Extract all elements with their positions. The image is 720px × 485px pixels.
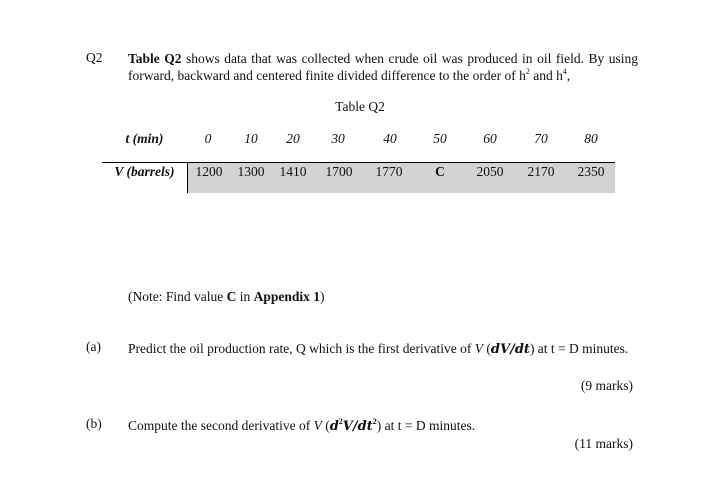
v-cell: 1700 (325, 164, 353, 179)
note-appendix: Appendix 1 (253, 289, 321, 304)
t-cell: 10 (244, 131, 258, 146)
table-header-row (0, 127, 720, 151)
note-mid: in (236, 289, 254, 304)
t-cell: 80 (584, 131, 598, 146)
v-cell: 1410 (279, 164, 307, 179)
table-caption: Table Q2 (335, 99, 385, 114)
part-b-math-mid: V/dt (342, 419, 373, 434)
t-cell: 60 (483, 131, 497, 146)
part-b-v: V (313, 418, 322, 433)
v-cell: 2050 (476, 164, 504, 179)
part-a-open: ( (483, 341, 491, 356)
table-data-row (0, 160, 720, 184)
part-b-exp2: 2 (372, 416, 377, 426)
part-b-exp1: 2 (338, 416, 343, 426)
part-b-open: ( (321, 418, 330, 433)
part-a-v: V (474, 341, 484, 356)
v-cell: 2350 (577, 164, 605, 179)
question-intro (128, 50, 638, 84)
v-cell: 1300 (237, 164, 265, 179)
question-number: Q2 (86, 50, 103, 65)
v-cell: 1770 (375, 164, 403, 179)
and-text: and h (529, 68, 563, 83)
part-b-letter: (b) (86, 416, 102, 431)
t-cell: 50 (433, 131, 447, 146)
exponent-2: 4 (562, 66, 567, 76)
note-pre: (Note: Find value (128, 289, 227, 304)
t-cell: 30 (331, 131, 345, 146)
t-cell: 20 (286, 131, 300, 146)
v-cell: 1200 (195, 164, 223, 179)
part-b-math-d: d (329, 419, 339, 434)
part-a-pre: Predict the oil production rate, Q which is the first derivative of (128, 341, 475, 356)
v-cell-c: C (435, 164, 445, 179)
exponent-1: 2 (525, 66, 530, 76)
part-a-letter: (a) (86, 339, 101, 354)
part-b-pre: Compute the second derivative of (128, 418, 314, 433)
v-cell: 2170 (527, 164, 555, 179)
note-post: ) (320, 289, 325, 304)
part-b-marks: (11 marks) (574, 436, 633, 451)
part-a-post: ) at t = D minutes. (529, 341, 629, 356)
note (128, 289, 325, 305)
t-cell: 0 (204, 131, 212, 146)
row-label: V (barrels) (114, 164, 175, 179)
part-b-text (128, 416, 634, 436)
part-a-marks: (9 marks) (580, 378, 633, 393)
t-cell: 40 (383, 131, 397, 146)
header-label: t (min) (125, 131, 164, 146)
t-cell: 70 (534, 131, 548, 146)
comma: , (566, 68, 571, 83)
part-a-text (128, 339, 634, 359)
part-a-math: dV/dt (490, 342, 530, 357)
intro-text: shows data that was collected when crude oil was produced in oil field. By using forward, backward and centered finite divided difference to the order of h (128, 51, 638, 83)
table-ref: Table Q2 (128, 51, 182, 66)
part-b-post: ) at t = D minutes. (376, 418, 476, 433)
note-c: C (226, 289, 237, 304)
